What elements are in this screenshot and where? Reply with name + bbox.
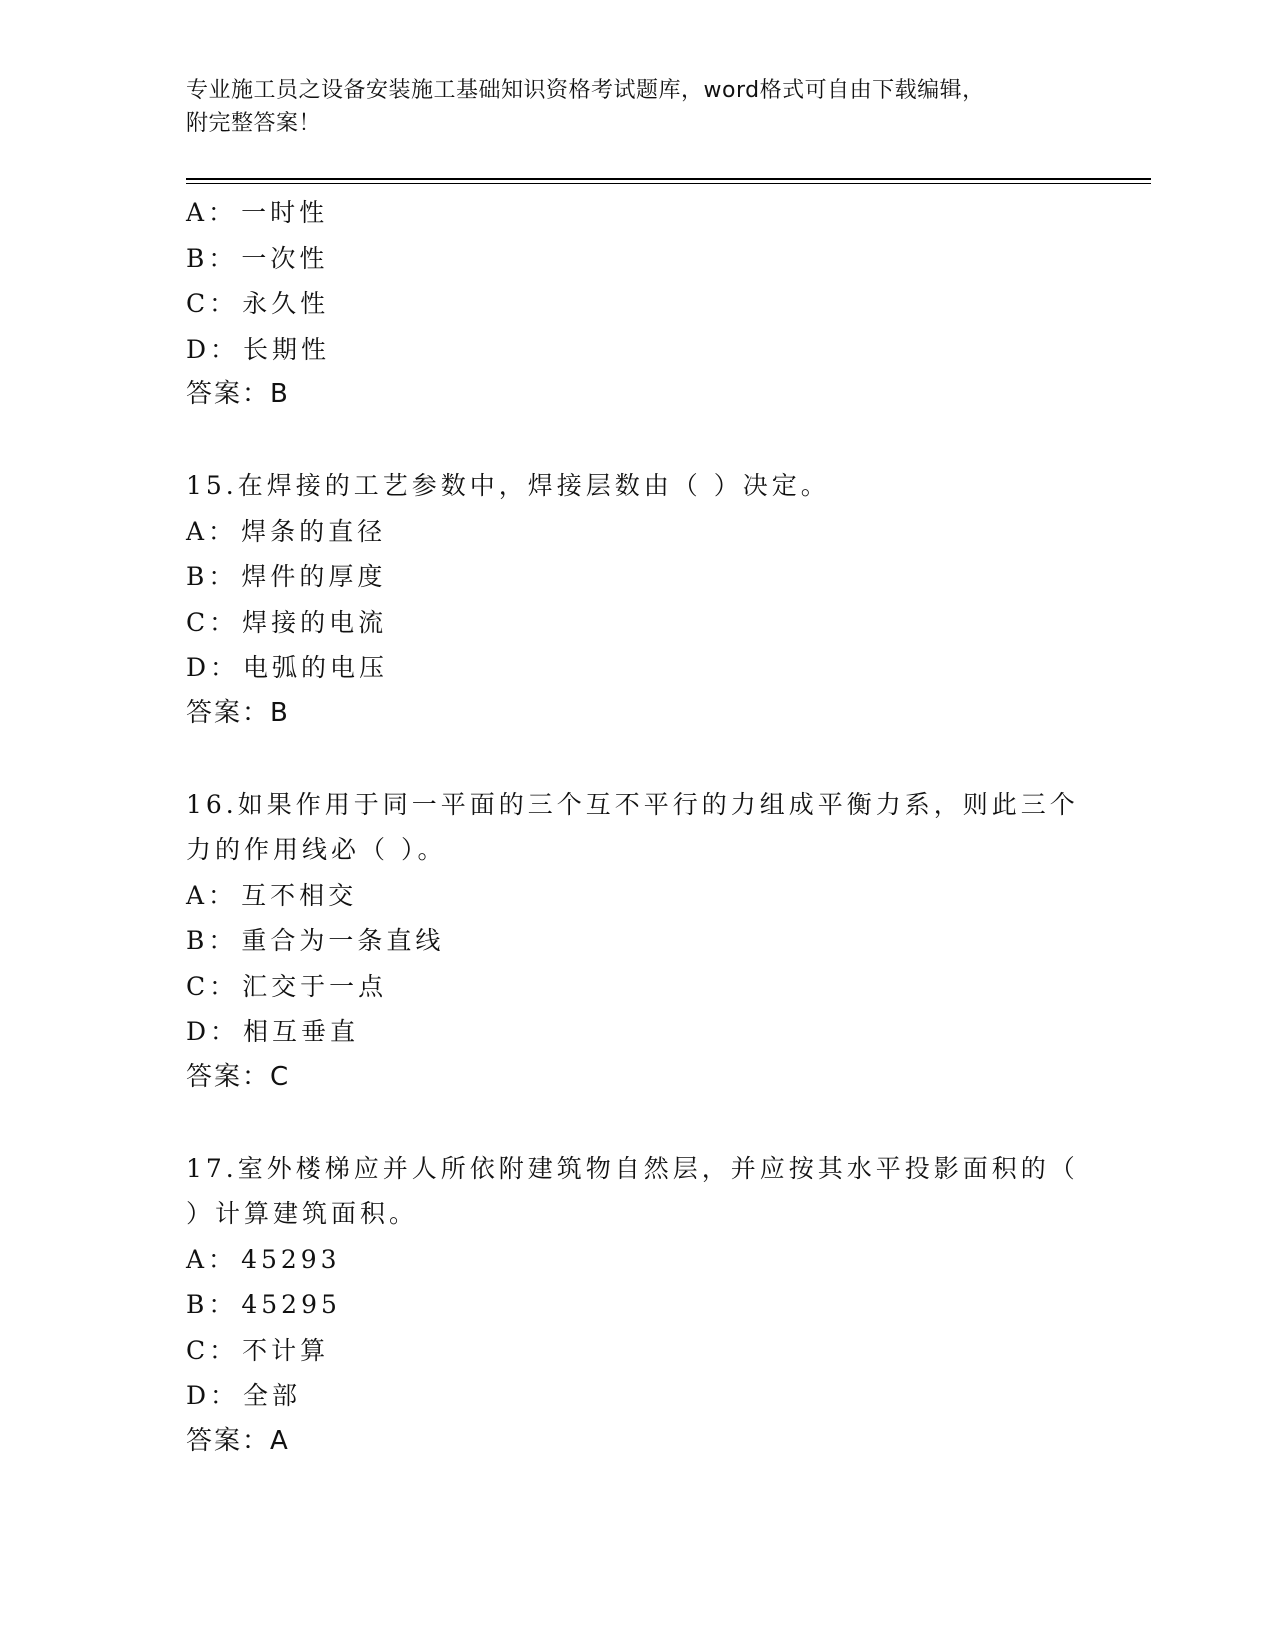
option-text: 永久性	[242, 289, 330, 318]
question-stem: 17.室外楼梯应并人所依附建筑物自然层，并应按其水平投影面积的（	[186, 1153, 1079, 1183]
header-line-1: 专业施工员之设备安装施工基础知识资格考试题库，word格式可自由下载编辑，	[186, 78, 985, 103]
option-text: 一次性	[241, 243, 329, 273]
option-letter: B：	[186, 243, 238, 273]
question-17	[186, 1146, 1086, 1465]
question-stem: 16.如果作用于同一平面的三个互不平行的力组成平衡力系，则此三个	[186, 789, 1079, 819]
option-a	[186, 509, 1086, 555]
option-c	[186, 1328, 1086, 1374]
option-letter: C：	[186, 1335, 239, 1365]
option-letter: D：	[186, 334, 240, 364]
option-b	[186, 918, 1086, 964]
option-d	[186, 1009, 1086, 1055]
question-spacer	[186, 418, 1086, 464]
question-spacer	[186, 736, 1086, 782]
option-text: 重合为一条直线	[241, 926, 445, 955]
option-c	[186, 600, 1086, 646]
option-letter: A：	[186, 198, 238, 227]
option-letter: B：	[186, 926, 238, 955]
option-a	[186, 190, 1086, 236]
option-letter: A：	[186, 880, 238, 910]
question-stem-continued: 力的作用线必（ ）。	[186, 835, 447, 864]
header-divider-thick	[186, 178, 1151, 180]
option-text: 电弧的电压	[243, 653, 389, 682]
option-text: 汇交于一点	[242, 971, 388, 1001]
option-text: 45293	[241, 1244, 341, 1274]
document-header	[186, 74, 1066, 140]
option-letter: D：	[186, 1017, 240, 1046]
option-text: 互不相交	[241, 880, 358, 910]
option-letter: A：	[186, 516, 238, 546]
option-c	[186, 964, 1086, 1010]
option-d	[186, 645, 1086, 691]
option-text: 全部	[243, 1381, 302, 1410]
answer-line: 答案：B	[186, 697, 290, 728]
option-d	[186, 1373, 1086, 1419]
question-stem: 15.在焊接的工艺参数中，焊接层数由（ ）决定。	[186, 471, 830, 500]
option-letter: B：	[186, 562, 238, 591]
question-continued	[186, 190, 1086, 418]
question-16	[186, 782, 1086, 1101]
option-letter: B：	[186, 1290, 238, 1319]
option-text: 一时性	[241, 198, 329, 227]
option-d	[186, 327, 1086, 373]
option-b	[186, 236, 1086, 282]
question-stem-continued: ）计算建筑面积。	[186, 1199, 419, 1228]
option-letter: A：	[186, 1244, 238, 1274]
option-letter: D：	[186, 653, 240, 682]
header-divider-thin	[186, 183, 1151, 184]
option-b	[186, 1282, 1086, 1328]
option-text: 不计算	[242, 1335, 330, 1365]
answer-line: 答案：A	[186, 1425, 290, 1456]
option-letter: C：	[186, 289, 239, 318]
option-letter: D：	[186, 1381, 240, 1410]
option-a	[186, 873, 1086, 919]
header-line-2: 附完整答案！	[186, 111, 322, 136]
option-a	[186, 1237, 1086, 1283]
option-text: 焊接的电流	[242, 607, 388, 637]
option-letter: C：	[186, 971, 239, 1001]
option-text: 相互垂直	[243, 1017, 360, 1046]
answer-line: 答案：B	[186, 379, 290, 409]
option-b	[186, 554, 1086, 600]
question-list	[186, 190, 1086, 1464]
answer-line: 答案：C	[186, 1061, 291, 1092]
question-15	[186, 463, 1086, 736]
option-text: 焊件的厚度	[241, 562, 387, 591]
question-spacer	[186, 1100, 1086, 1146]
option-text: 45295	[241, 1290, 341, 1319]
option-letter: C：	[186, 607, 239, 637]
option-text: 焊条的直径	[241, 516, 387, 546]
option-text: 长期性	[243, 334, 331, 364]
option-c	[186, 281, 1086, 327]
